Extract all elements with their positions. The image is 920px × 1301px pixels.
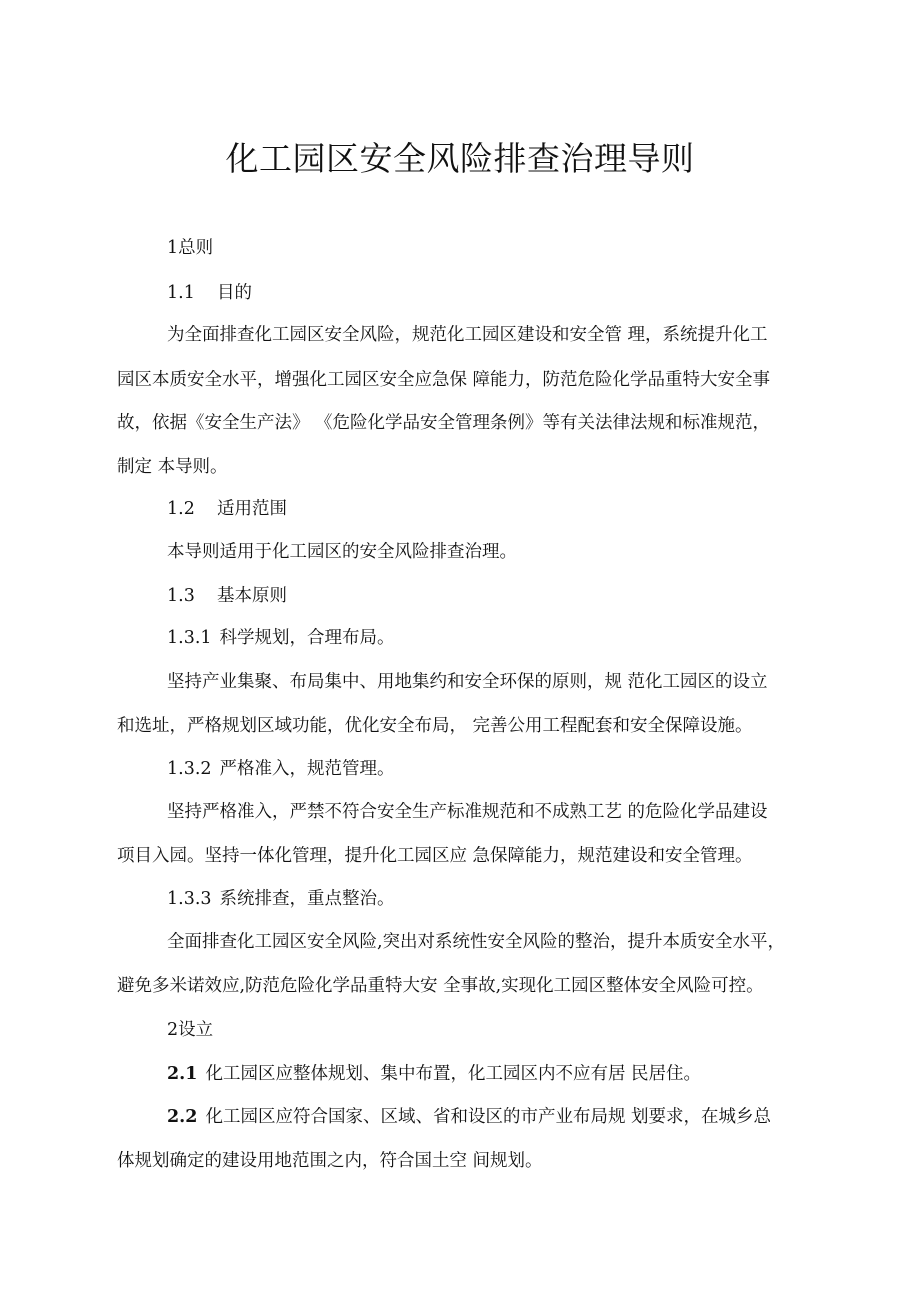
document-title: 化工园区安全风险排查治理导则 <box>225 139 695 178</box>
section-title: 目的 <box>217 283 252 303</box>
section-number: 1.3.3 <box>167 889 212 909</box>
section-number: 2.1 <box>167 1064 198 1084</box>
paragraph-line: 坚持产业集聚、布局集中、用地集约和安全环保的原则，规 范化工园区的设立 <box>167 672 768 692</box>
paragraph-line: 园区本质安全水平，增强化工园区安全应急保 障能力，防范危险化学品重特大安全事 <box>117 370 771 390</box>
section-1-heading: 1总则 <box>167 238 214 258</box>
section-1-3-heading <box>167 584 287 608</box>
section-number: 1.1 <box>167 283 195 303</box>
clause-2-1 <box>167 1062 701 1086</box>
paragraph-line: 体规划确定的建设用地范围之内，符合国土空 间规划。 <box>117 1151 543 1171</box>
section-title: 系统排查，重点整治。 <box>219 889 395 909</box>
paragraph-line: 坚持严格准入，严禁不符合安全生产标准规范和不成熟工艺 的危险化学品建设 <box>167 802 768 822</box>
clause-2-2 <box>167 1105 771 1129</box>
clause-text: 化工园区应整体规划、集中布置，化工园区内不应有居 民居住。 <box>205 1064 702 1084</box>
section-number: 2.2 <box>167 1107 198 1127</box>
section-number: 1.3 <box>167 586 195 606</box>
paragraph-line: 为全面排查化工园区安全风险，规范化工园区建设和安全管 理，系统提升化工 <box>167 325 768 345</box>
clause-text: 化工园区应符合国家、区域、省和设区的市产业布局规 划要求，在城乡总 <box>205 1107 772 1127</box>
principle-3-heading <box>167 887 395 911</box>
section-title: 严格准入，规范管理。 <box>219 759 395 779</box>
paragraph-line: 本导则适用于化工园区的安全风险排查治理。 <box>167 542 517 562</box>
section-1-1-heading <box>167 281 252 305</box>
principle-1-heading <box>167 626 395 650</box>
paragraph-line: 避免多米诺效应,防范危险化学品重特大安 全事故,实现化工园区整体安全风险可控。 <box>117 976 764 996</box>
section-2-heading: 2设立 <box>167 1020 214 1040</box>
paragraph-line: 全面排查化工园区安全风险,突出对系统性安全风险的整治，提升本质安全水平， <box>167 932 786 952</box>
section-1-2-heading <box>167 497 287 521</box>
section-title: 基本原则 <box>217 586 287 606</box>
paragraph-line: 制定 本导则。 <box>117 457 228 477</box>
section-number: 1.2 <box>167 499 195 519</box>
section-number: 1.3.1 <box>167 628 212 648</box>
section-title: 适用范围 <box>217 499 287 519</box>
paragraph-line: 故，依据《安全生产法》 《危险化学品安全管理条例》等有关法律法规和标准规范， <box>117 413 771 433</box>
section-title: 科学规划，合理布局。 <box>219 628 395 648</box>
section-number: 1.3.2 <box>167 759 212 779</box>
principle-2-heading <box>167 757 395 781</box>
paragraph-line: 项目入园。坚持一体化管理，提升化工园区应 急保障能力，规范建设和安全管理。 <box>117 846 753 866</box>
paragraph-line: 和选址，严格规划区域功能，优化安全布局， 完善公用工程配套和安全保障设施。 <box>117 716 753 736</box>
